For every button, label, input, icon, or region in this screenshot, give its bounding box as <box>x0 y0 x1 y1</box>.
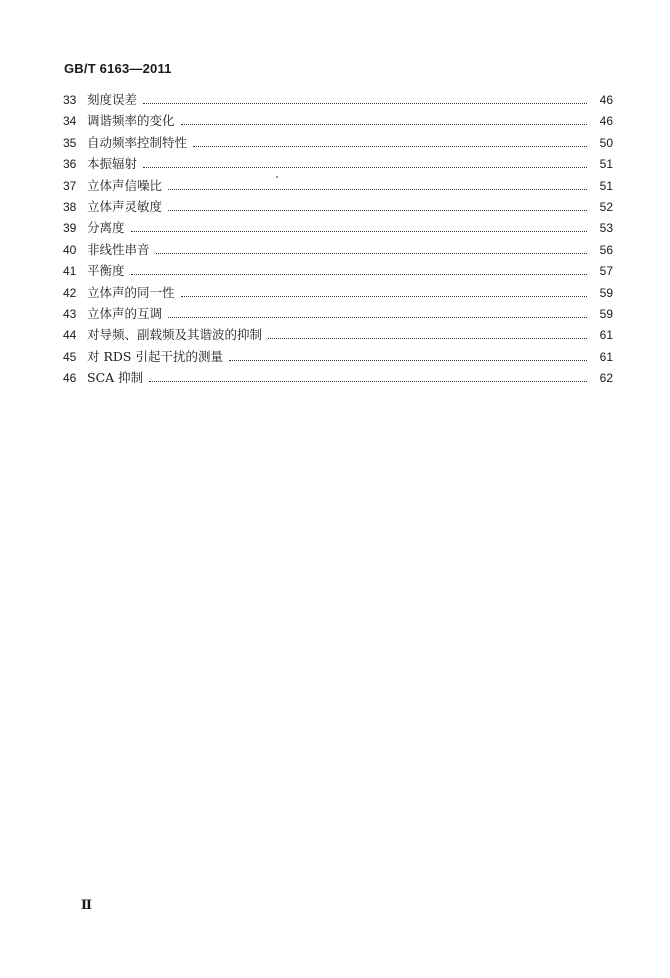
roman-page-number: Ⅱ <box>81 897 92 912</box>
toc-entry-page: 51 <box>599 178 613 193</box>
dot-leader <box>168 317 587 318</box>
toc-entry-page: 61 <box>599 328 613 343</box>
toc-entry-title: 立体声的互调 <box>87 305 163 321</box>
toc-entry-number: 41 <box>63 264 77 279</box>
toc-entry-title: 平衡度 <box>87 263 125 279</box>
toc-entry-page: 62 <box>599 371 613 386</box>
toc-entry-title: 立体声信噪比 <box>87 177 163 193</box>
toc-entry-page: 56 <box>599 242 613 257</box>
toc-entry[interactable] <box>63 133 613 154</box>
toc-entry-title: 立体声灵敏度 <box>87 198 163 214</box>
dot-leader <box>131 231 587 232</box>
toc-entry-page: 52 <box>599 199 613 214</box>
toc-entry-title: 对 RDS 引起干扰的测量 <box>87 348 223 364</box>
toc-entry[interactable] <box>63 283 613 304</box>
dot-leader <box>143 167 587 168</box>
toc-entry-title: 刻度误差 <box>87 92 138 107</box>
toc-entry[interactable] <box>63 304 613 325</box>
toc-entry-number: 37 <box>63 178 77 193</box>
toc-entry-page: 57 <box>599 264 613 279</box>
toc-entry-page: 61 <box>599 349 613 364</box>
toc-entry-page: 46 <box>599 114 613 129</box>
toc-entry-page: 46 <box>599 93 613 107</box>
toc-entry-title: 非线性串音 <box>87 241 150 257</box>
dot-leader <box>149 381 587 382</box>
toc-entry-title: 立体声的同一性 <box>87 284 175 300</box>
toc-entry-number: 46 <box>63 371 77 386</box>
toc-entry-number: 33 <box>63 93 77 107</box>
toc-entry[interactable] <box>63 154 613 175</box>
toc-entry-number: 45 <box>63 349 77 364</box>
toc-entry-title: 分离度 <box>87 220 125 236</box>
toc-entry-page: 59 <box>599 306 613 321</box>
dot-leader <box>268 338 587 339</box>
toc-entry-number: 36 <box>63 157 77 172</box>
toc-entry[interactable] <box>63 197 613 218</box>
toc-entry-title: SCA 抑制 <box>87 370 144 386</box>
toc-entry-title: 自动频率控制特性 <box>87 134 188 150</box>
dot-leader <box>229 360 587 361</box>
toc-entry-number: 40 <box>63 242 77 257</box>
dot-leader <box>181 296 587 297</box>
toc-entry[interactable] <box>63 261 613 282</box>
toc-entry-title: 调谐频率的变化 <box>87 113 175 129</box>
dot-leader <box>131 274 587 275</box>
toc-entry-page: 53 <box>599 221 613 236</box>
toc-entry-page: 50 <box>599 135 613 150</box>
toc-entry-page: 51 <box>599 157 613 172</box>
dot-leader <box>193 146 587 147</box>
toc-entry-number: 42 <box>63 285 77 300</box>
toc-entry[interactable] <box>63 347 613 368</box>
toc-entry[interactable] <box>63 240 613 261</box>
toc-entry-title: 对导频、副载频及其谐波的抑制 <box>87 327 263 343</box>
toc-entry-number: 35 <box>63 135 77 150</box>
dot-leader <box>168 210 587 211</box>
table-of-contents <box>63 90 613 389</box>
toc-entry-title: 本振辐射 <box>87 156 138 172</box>
scan-speck <box>276 176 278 178</box>
dot-leader <box>156 253 587 254</box>
toc-entry[interactable] <box>63 218 613 239</box>
toc-entry[interactable] <box>63 111 613 132</box>
toc-entry-number: 39 <box>63 221 77 236</box>
dot-leader <box>143 103 587 104</box>
toc-entry[interactable] <box>63 368 613 389</box>
standard-code-header: GB/T 6163—2011 <box>64 61 172 76</box>
toc-entry[interactable] <box>63 176 613 197</box>
toc-entry-number: 38 <box>63 199 77 214</box>
toc-entry-number: 43 <box>63 306 77 321</box>
toc-entry-number: 34 <box>63 114 77 129</box>
toc-entry-number: 44 <box>63 328 77 343</box>
dot-leader <box>181 124 587 125</box>
toc-entry[interactable] <box>63 325 613 346</box>
toc-entry[interactable] <box>63 90 613 111</box>
dot-leader <box>168 189 587 190</box>
toc-entry-page: 59 <box>599 285 613 300</box>
